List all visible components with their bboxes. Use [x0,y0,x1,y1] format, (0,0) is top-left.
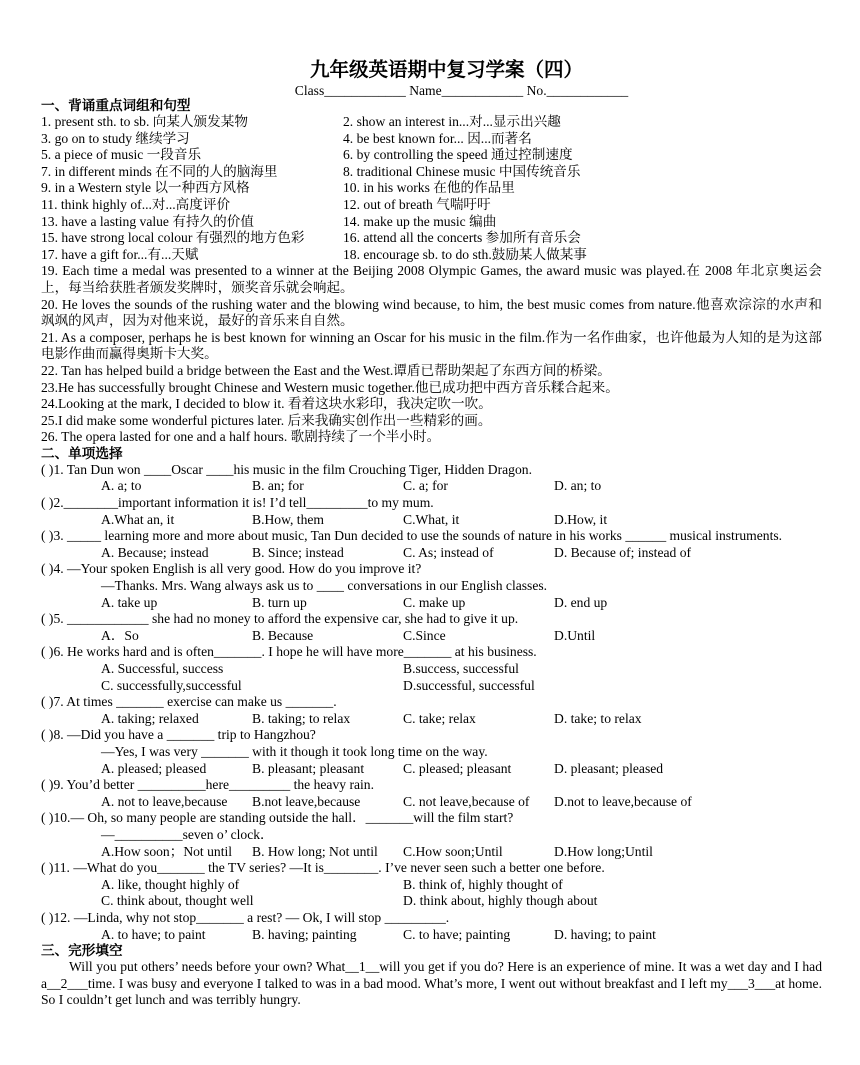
question-stem: ( )8. —Did you have a _______ trip to Hangzhou? [41,727,316,743]
sentence-item: 22. Tan has helped build a bridge between the East and the West.谭盾已帮助架起了东西方间的桥梁。 [41,362,611,378]
sentence-list [41,263,822,446]
sentence-item: 21. As a composer, perhaps he is best known for winning an Oscar for his music in the film.作为一名作曲家，也许他最为人知的是为这部电影作曲而赢得奥斯卡大奖。 [41,329,822,362]
option: D. take; to relax [554,710,642,726]
phrase-item: 12. out of breath 气喘吁吁 [343,196,491,212]
option: B. turn up [252,594,307,610]
question-stem: ( )6. He works hard and is often_______. I hope he will have more_______ at his business. [41,644,537,660]
question-stem: ( )5. ____________ she had no money to afford the expensive car, she had to give it up. [41,611,519,627]
option: A. pleased; pleased [101,760,207,776]
phrase-item: 15. have strong local colour 有强烈的地方色彩 [41,230,305,246]
option: B.How, them [252,511,324,527]
option: C. As; instead of [403,544,494,560]
section-2-heading: 二、单项选择 [41,445,123,462]
option: A．So [101,627,139,643]
phrase-item: 9. in a Western style 以一种西方风格 [41,180,250,196]
option: D. an; to [554,478,602,494]
question-stem: ( )2.________important information it is! I’d tell_________to my mum. [41,495,434,511]
option: B.not leave,because [252,793,361,809]
option: B. having; painting [252,926,357,942]
worksheet [41,58,822,1009]
option: A. to have; to paint [101,926,206,942]
question-stem: ( )1. Tan Dun won ____Oscar ____his music in the film Crouching Tiger, Hidden Dragon. [41,461,532,477]
option-row [41,844,822,861]
phrase-item: 2. show an interest in...对...显示出兴趣 [343,114,561,129]
option: C. to have; painting [403,926,511,942]
option: D. end up [554,594,608,610]
option: D. pleasant; pleased [554,760,664,776]
sentence-item: 24.Looking at the mark, I decided to blow it. 看着这块水彩印，我决定吹一吹。 [41,396,492,412]
option: C. make up [403,594,466,610]
option: C. a; for [403,478,448,494]
option: D.Until [554,627,596,643]
option-row [41,711,822,728]
option-row [41,927,822,944]
option: C.How soon;Until [403,843,503,859]
phrase-item: 16. attend all the concerts 参加所有音乐会 [343,230,581,246]
phrase-item: 4. be best known for... 因...而著名 [343,130,532,146]
option: C. pleased; pleasant [403,760,512,776]
sentence-item: 19. Each time a medal was presented to a winner at the Beijing 2008 Olympic Games, the award music was played.在 2008 年北京奥运会上，每当给获胜者颁发奖牌时，颁奖音乐就会响起。 [41,263,822,295]
option-row [41,478,822,495]
question-stem: ( )12. —Linda, why not stop_______ a rest? — Ok, I will stop _________. [41,909,450,925]
phrase-item: 7. in different minds 在不同的人的脑海里 [41,163,278,179]
option-row [41,628,822,645]
question-stem: ( )3. _____ learning more and more about music, Tan Dun decided to use the sounds of nature in his works ______ musical instruments. [41,528,783,544]
section-3-heading: 三、完形填空 [41,943,123,960]
phrase-row [41,230,822,247]
option: D.How long;Until [554,843,653,859]
option: C.Since [403,627,446,643]
sentence-item: 20. He loves the sounds of the rushing water and the blowing wind because, to him, the best music comes from nature.他喜欢淙淙的水声和飒飒的风声，因为对他来说，最好的音乐来自自然。 [41,296,822,329]
phrase-item: 11. think highly of...对...高度评价 [41,196,231,212]
option: D. Because of; instead of [554,544,692,560]
option: A. take up [101,594,158,610]
option: B.success, successful [403,661,519,676]
phrase-item: 1. present sth. to sb. 向某人颁发某物 [41,114,248,129]
option: C. take; relax [403,710,476,726]
phrase-item: 6. by controlling the speed 通过控制速度 [343,147,573,163]
phrase-item: 14. make up the music 编曲 [343,213,497,229]
question-reply: —Yes, I was very _______ with it though it took long time on the way. [101,743,488,759]
option-row [41,595,822,612]
phrase-item: 5. a piece of music 一段音乐 [41,147,202,163]
phrase-list [41,114,822,263]
phrase-row [41,214,822,231]
option: B. an; for [252,478,304,494]
option-row [41,545,822,562]
option: C. not leave,because of [403,793,530,809]
question-stem: ( )7. At times _______ exercise can make us _______. [41,694,337,710]
phrase-row [41,247,822,264]
option: A.How soon；Not until [101,843,233,859]
option: A. taking; relaxed [101,710,199,726]
option: D. having; to paint [554,926,656,942]
option: A. like, thought highly of [101,876,240,892]
phrase-row [41,114,822,131]
option: A. not to leave,because [101,793,228,809]
option: D. think about, highly though about [403,893,598,909]
phrase-row [41,164,822,181]
class-name-line: Class____________ Name____________ No.____________ [294,83,629,98]
option: B. How long; Not until [252,843,378,859]
question-reply: —__________seven o’ clock． [101,826,274,842]
option: A.What an, it [101,511,175,527]
option: C. think about, thought well [101,893,254,909]
option: A. Because; instead [101,544,209,560]
phrase-item: 18. encourage sb. to do sth.鼓励某人做某事 [343,246,587,262]
option-row [41,761,822,778]
phrase-item: 3. go on to study 继续学习 [41,130,190,146]
sentence-item: 23.He has successfully brought Chinese and Western music together.他已成功把中西方音乐糅合起来。 [41,379,619,395]
question-list [41,462,822,943]
page-title: 九年级英语期中复习学案（四） [309,60,583,81]
option-row [41,893,822,910]
option: C. successfully,successful [101,677,242,693]
question-stem: ( )9. You’d better __________here_________ the heavy rain. [41,777,374,793]
option: D.not to leave,because of [554,793,692,809]
phrase-row [41,197,822,214]
option-row [41,661,822,678]
option: D.successful, successful [403,677,535,693]
option: A. a; to [101,478,142,494]
phrase-item: 13. have a lasting value 有持久的价值 [41,213,254,229]
phrase-item: 17. have a gift for...有...天赋 [41,246,199,262]
phrase-row [41,180,822,197]
phrase-row [41,131,822,148]
option: B. think of, highly thought of [403,876,563,892]
phrase-item: 10. in his works 在他的作品里 [343,180,515,196]
sentence-item: 26. The opera lasted for one and a half hours. 歌剧持续了一个半小时。 [41,429,441,445]
option: B. pleasant; pleasant [252,760,365,776]
question-stem: ( )4. —Your spoken English is all very good. How do you improve it? [41,561,422,577]
option: A. Successful, success [101,661,224,676]
sentence-item: 25.I did make some wonderful pictures later. 后来我确实创作出一些精彩的画。 [41,412,492,428]
option: B. Because [252,627,314,643]
section-1-heading: 一、背诵重点词组和句型 [41,98,191,114]
option-row [41,794,822,811]
option: B. taking; to relax [252,710,351,726]
option-row [41,877,822,894]
question-stem: ( )10.— Oh, so many people are standing outside the hall．_______will the film start? [41,810,514,826]
option-row [41,678,822,695]
option-row [41,512,822,529]
phrase-item: 8. traditional Chinese music 中国传统音乐 [343,163,581,179]
cloze-passage: Will you put others’ needs before your own? What__1__will you get if you do? Here is an experience of mine. It was a wet day and I had a__2___time. I was busy and everyone I talked to was in a bad mood. What’s more, I went out without breakfast and I left my___3___at home. So I couldn’t get lunch and was terribly hungry. [41,959,822,1008]
question-reply: —Thanks. Mrs. Wang always ask us to ____ conversations in our English classes. [101,578,548,594]
phrase-row [41,147,822,164]
option: D.How, it [554,511,608,527]
question-stem: ( )11. —What do you_______ the TV series? —It is________. I’ve never seen such a better one before. [41,860,605,876]
option: B. Since; instead [252,544,344,560]
option: C.What, it [403,511,460,527]
